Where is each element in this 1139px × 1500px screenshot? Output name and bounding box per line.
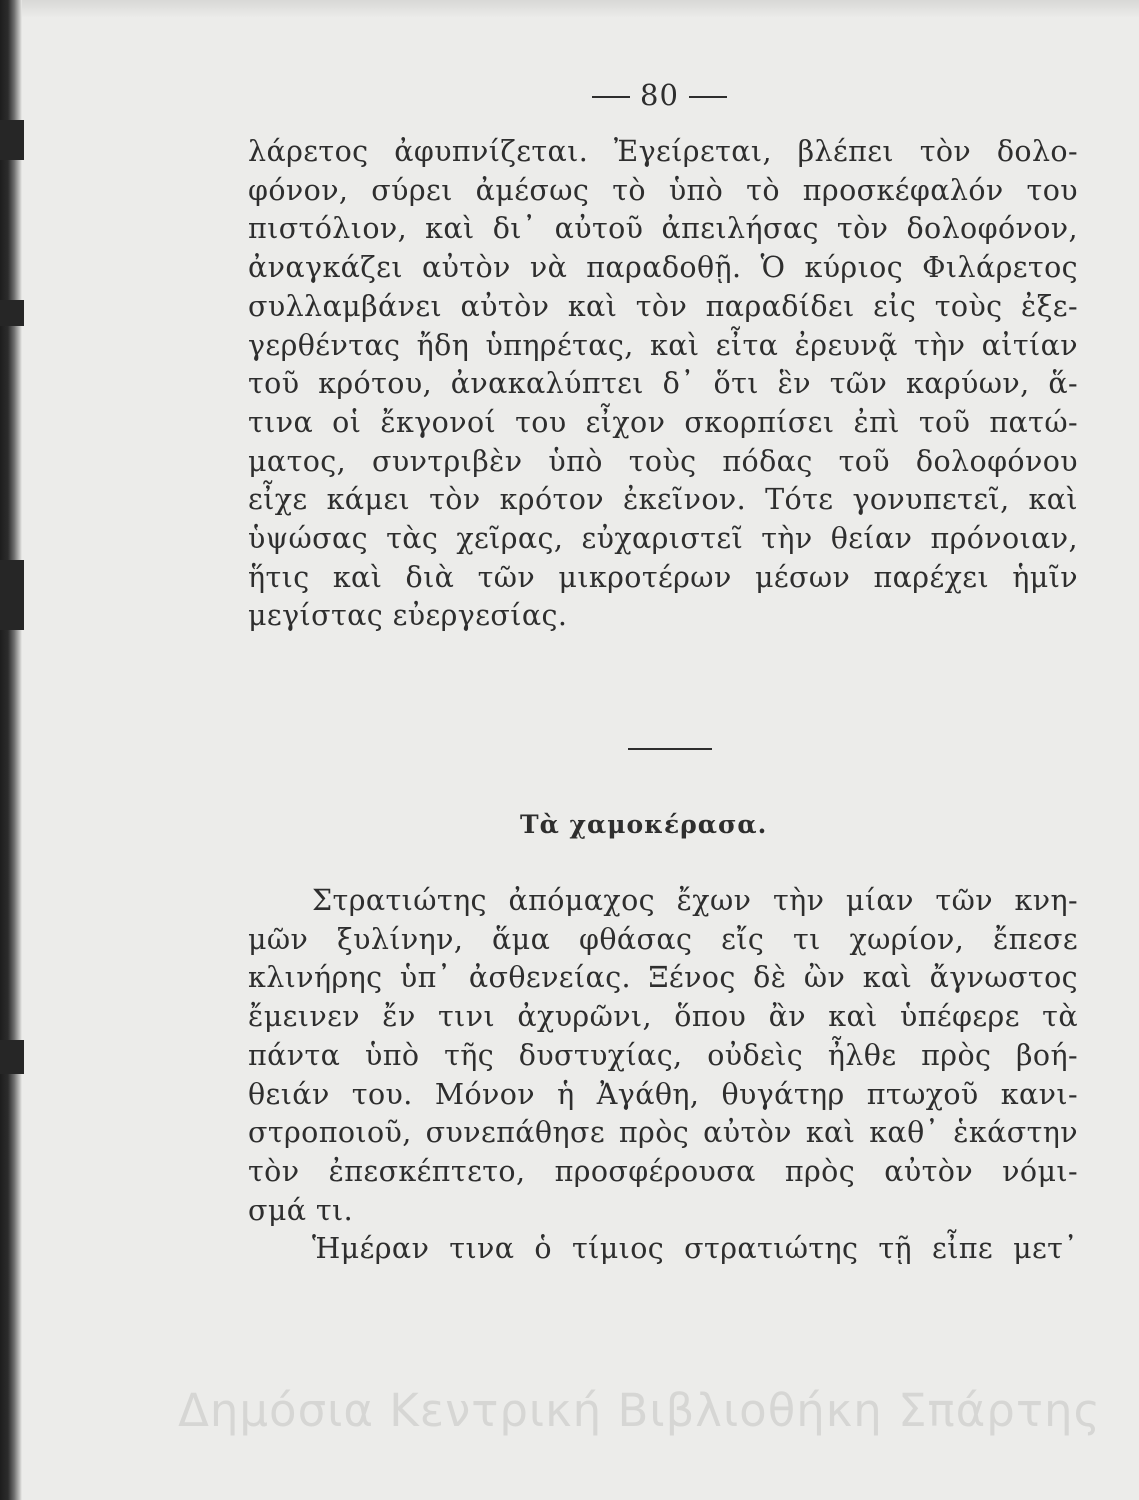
text-line: πιστόλιον, καὶ δι᾽ αὐτοῦ ἀπειλήσας τὸν δολοφόνον, <box>248 212 1078 246</box>
text-line: ἔμεινεν ἔν τινι ἀχυρῶνι, ὅπου ἂν καὶ ὑπέφερε τὰ <box>248 1000 1078 1034</box>
dash-right <box>689 96 727 98</box>
section-separator <box>628 748 712 750</box>
top-shadow <box>22 0 1139 18</box>
text-line: ἀναγκάζει αὐτὸν νὰ παραδοθῇ. Ὁ κύριος Φιλάρετος <box>248 251 1078 285</box>
text-line: μεγίστας εὐεργεσίας. <box>248 599 568 633</box>
binding-shadow <box>0 560 24 630</box>
text-line: Στρατιώτης ἀπόμαχος ἔχων τὴν μίαν τῶν κνη- <box>312 884 1078 917</box>
dash-left <box>592 96 630 98</box>
page-number <box>90 78 1139 112</box>
text-line: κλινήρης ὑπ᾽ ἀσθενείας. Ξένος δὲ ὢν καὶ ἄγνωστος <box>248 961 1078 995</box>
text-line: λάρετος ἀφυπνίζεται. Ἐγείρεται, βλέπει τὸν δολο- <box>248 135 1078 168</box>
text-line: μῶν ξυλίνην, ἅμα φθάσας εἴς τι χωρίον, ἔπεσε <box>248 922 1078 956</box>
page-number-value: 80 <box>640 78 679 112</box>
text-line: ματος, συντριβὲν ὑπὸ τοὺς πόδας τοῦ δολοφόνου <box>248 444 1078 478</box>
text-line: ἥτις καὶ διὰ τῶν μικροτέρων μέσων παρέχει ἡμῖν <box>248 560 1078 594</box>
text-line: τινα οἱ ἔκγονοί του εἶχον σκορπίσει ἐπὶ τοῦ πατώ- <box>248 405 1078 439</box>
text-line: τὸν ἐπεσκέπτετο, προσφέρουσα πρὸς αὐτὸν νόμι- <box>248 1154 1078 1188</box>
text-line: στροποιοῦ, συνεπάθησε πρὸς αὐτὸν καὶ καθ᾽ ἑκάστην <box>248 1116 1078 1150</box>
section-title: Τὰ χαμοκέρασα. <box>520 810 768 839</box>
text-line: γερθέντας ἤδη ὑπηρέτας, καὶ εἶτα ἐρευνᾷ τὴν αἰτίαν <box>248 328 1078 362</box>
text-line: τοῦ κρότου, ἀνακαλύπτει δ᾽ ὅτι ἓν τῶν καρύων, ἅ- <box>248 367 1078 401</box>
text-line: εἶχε κάμει τὸν κρότον ἐκεῖνον. Τότε γονυπετεῖ, καὶ <box>248 483 1078 517</box>
paragraph-1 <box>248 133 1078 636</box>
text-line: Ἡμέραν τινα ὁ τίμιος στρατιώτης τῇ εἶπε μετ᾽ <box>312 1232 1078 1266</box>
text-line: πάντα ὑπὸ τῆς δυστυχίας, οὐδεὶς ἦλθε πρὸς βοή- <box>248 1038 1078 1072</box>
paragraph-2 <box>248 882 1078 1269</box>
binding-shadow <box>0 300 24 326</box>
text-line: θειάν του. Μόνον ἡ Ἀγάθη, θυγάτηρ πτωχοῦ κανι- <box>248 1077 1078 1111</box>
library-watermark: Δημόσια Κεντρική Βιβλιοθήκη Σπάρτης <box>178 1384 1101 1437</box>
binding-shadow <box>0 120 24 160</box>
binding-edge <box>0 0 22 1500</box>
text-line: συλλαμβάνει αὐτὸν καὶ τὸν παραδίδει εἰς τοὺς ἐξε- <box>248 289 1078 323</box>
text-line: ὑψώσας τὰς χεῖρας, εὐχαριστεῖ τὴν θείαν πρόνοιαν, <box>248 522 1078 556</box>
text-line: φόνον, σύρει ἀμέσως τὸ ὑπὸ τὸ προσκέφαλόν του <box>248 173 1078 207</box>
binding-shadow <box>0 1040 24 1074</box>
text-line: σμά τι. <box>248 1193 354 1227</box>
